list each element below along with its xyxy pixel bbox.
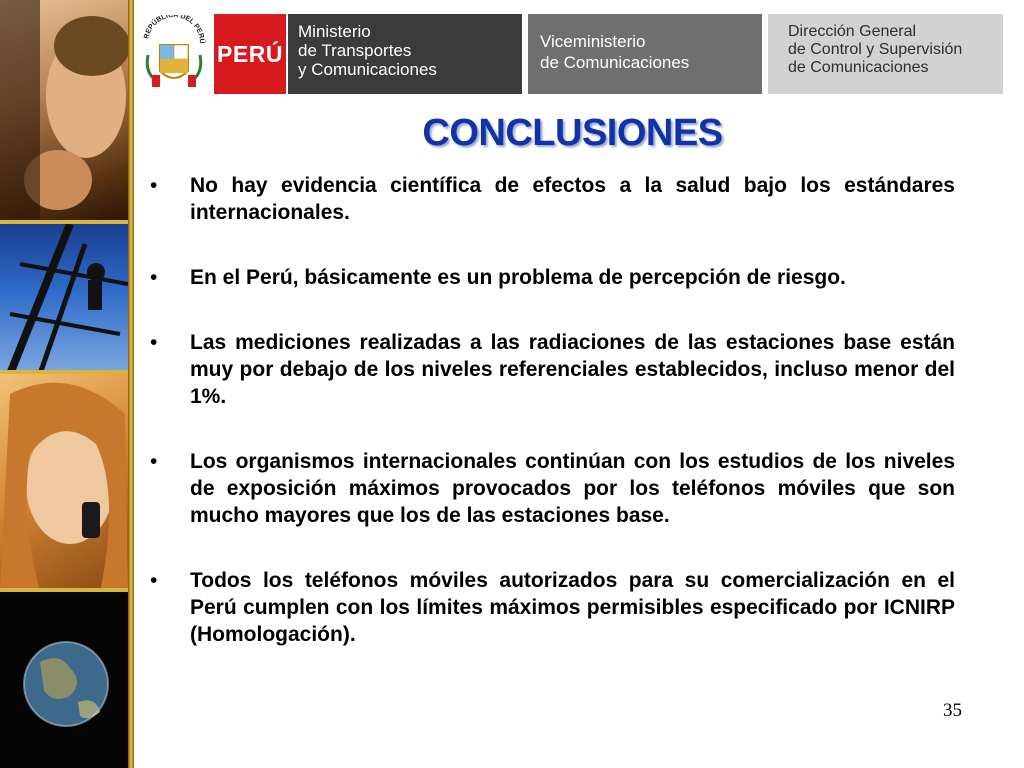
bullet-icon: •: [150, 266, 158, 289]
gold-divider: [128, 0, 134, 768]
ministry-line-1: Ministerio: [298, 22, 371, 41]
bullet-text: Los organismos internacionales continúan con los estudios de los niveles de exposición máximos provocados por los teléfonos móviles que son mucho mayores que los de las estaciones base.: [190, 450, 955, 527]
vice-line-1: Viceministerio: [540, 32, 646, 51]
bullet-icon: •: [150, 450, 158, 473]
bullet-text: No hay evidencia científica de efectos a la salud bajo los estándares internacionales.: [190, 174, 955, 224]
list-item: [150, 567, 955, 648]
direction-line-1: Dirección General: [788, 23, 917, 40]
slide-title: CONCLUSIONES: [422, 112, 723, 154]
page-number: 35: [943, 700, 962, 721]
list-item: [150, 448, 955, 529]
list-item: [150, 172, 955, 226]
direction-line-2: de Control y Supervisión: [788, 41, 963, 58]
bullet-text: Todos los teléfonos móviles autorizados para su comercialización en el Perú cumplen con los límites máximos permisibles especificado por ICNIRP (Homologación).: [190, 569, 955, 646]
bullet-icon: •: [150, 174, 158, 197]
photo-earth: [0, 592, 128, 768]
header-logos: [140, 13, 1005, 95]
bullet-icon: •: [150, 569, 158, 592]
peru-coat-of-arms-icon: [140, 15, 208, 91]
photo-woman-phone: [0, 374, 128, 592]
peru-label: PERÚ: [217, 40, 283, 67]
bullet-text: En el Perú, básicamente es un problema de percepción de riesgo.: [190, 266, 846, 289]
vice-line-2: de Comunicaciones: [540, 53, 690, 72]
photo-antenna-worker: [0, 224, 128, 374]
bullet-icon: •: [150, 331, 158, 354]
ministry-line-2: de Transportes: [298, 41, 412, 60]
ministry-box: [288, 14, 522, 94]
photo-man-thinking: [0, 0, 128, 224]
peru-brand-box: [214, 14, 286, 94]
list-item: [150, 264, 955, 291]
direction-box: [768, 14, 1003, 94]
decorative-photo-strip: [0, 0, 134, 768]
conclusions-list: [150, 172, 955, 686]
svg-text:REPÚBLICA DEL PERÚ: REPÚBLICA DEL PERÚ: [143, 15, 206, 44]
direction-line-3: de Comunicaciones: [788, 59, 929, 76]
ministry-line-3: y Comunicaciones: [298, 60, 437, 79]
bullet-text: Las mediciones realizadas a las radiaciones de las estaciones base están muy por debajo de los niveles referenciales establecidos, incluso menor del 1%.: [190, 331, 955, 408]
viceministry-box: [528, 14, 762, 94]
list-item: [150, 329, 955, 410]
